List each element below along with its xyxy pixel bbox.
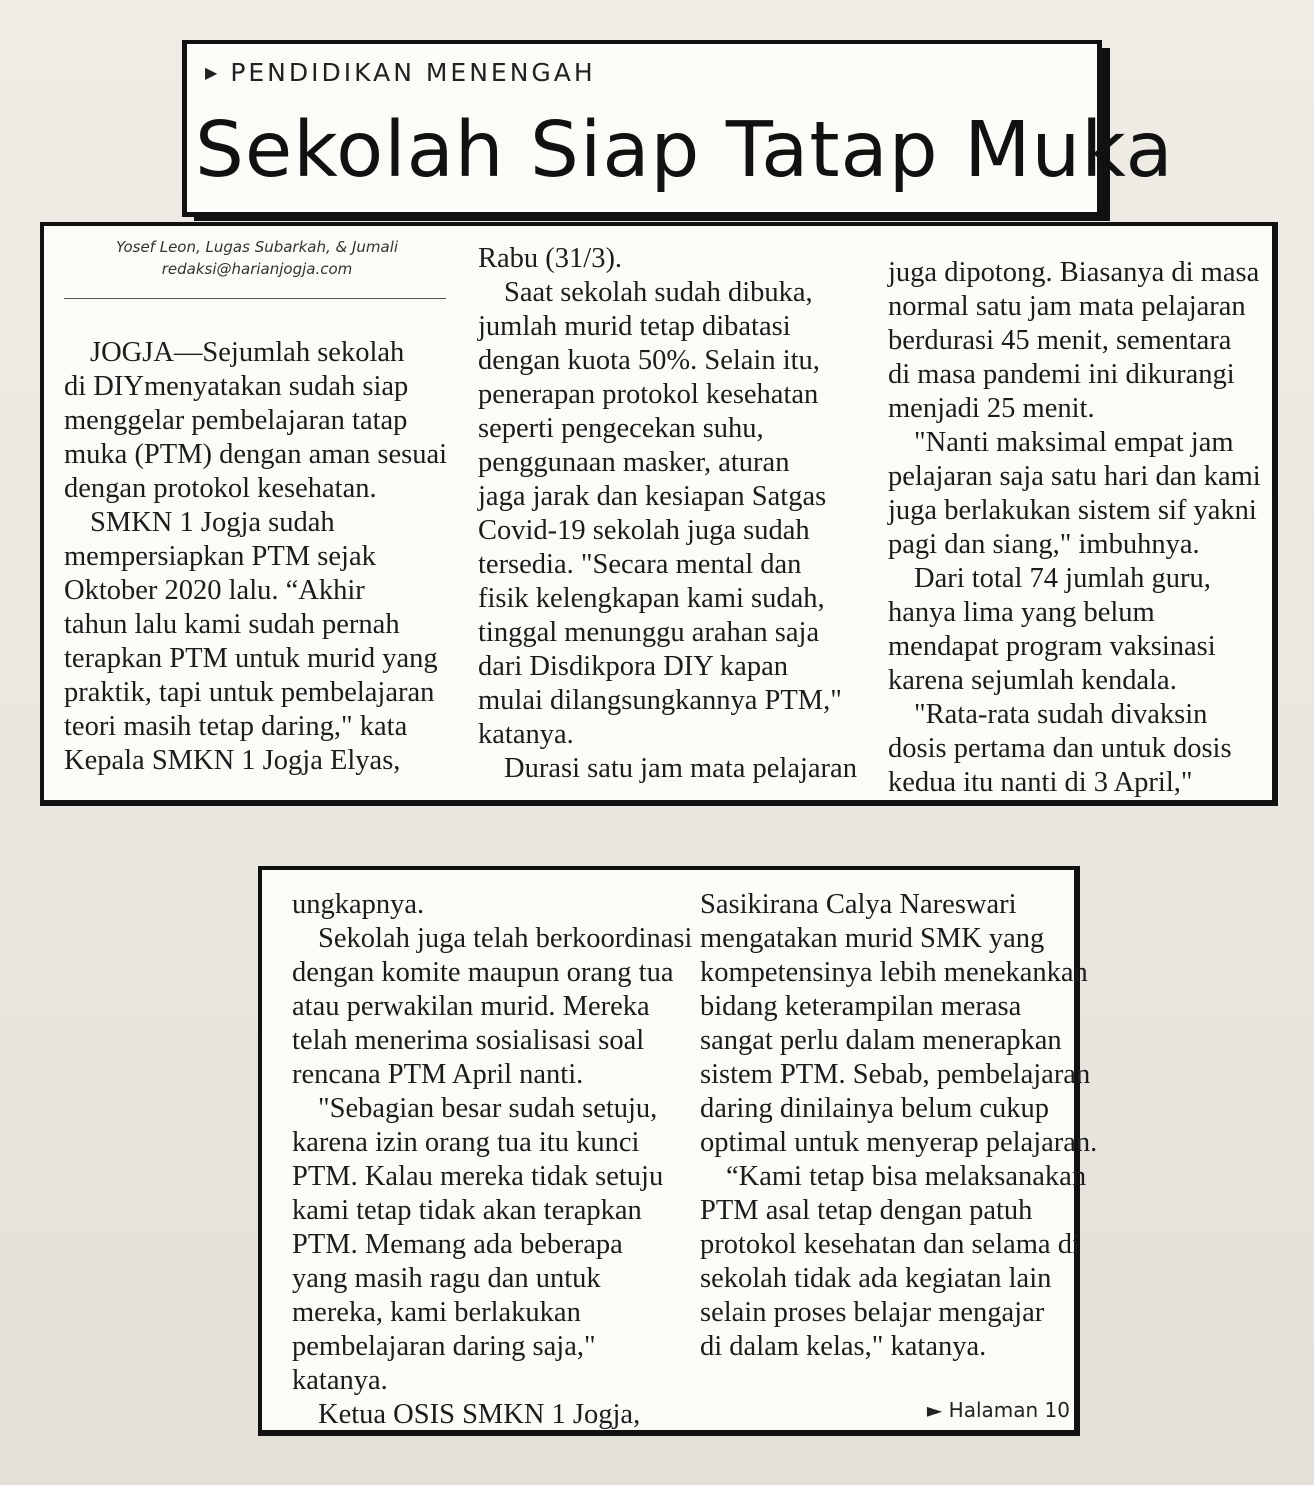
text-line: tahun lalu kami sudah pernah [64, 609, 400, 640]
text-line: atau perwakilan murid. Mereka [292, 991, 650, 1022]
text-line: tinggal menunggu arahan saja [478, 617, 820, 648]
text-line: hanya lima yang belum [888, 597, 1155, 628]
text-line: terapkan PTM untuk murid yang [64, 643, 438, 674]
text-line: "Sebagian besar sudah setuju, [318, 1093, 658, 1124]
text-line: Dari total 74 jumlah guru, [914, 563, 1211, 594]
text-line: normal satu jam mata pelajaran [888, 291, 1246, 322]
text-line: Covid-19 sekolah juga sudah [478, 515, 810, 546]
article-column-1 [64, 336, 448, 778]
text-line: jaga jarak dan kesiapan Satgas [478, 481, 827, 512]
headline-clipping [182, 40, 1174, 217]
text-line: dengan kuota 50%. Selain itu, [478, 345, 820, 376]
text-line: menjadi 25 menit. [888, 393, 1095, 424]
text-line: Durasi satu jam mata pelajaran [504, 753, 857, 784]
text-line: katanya. [292, 1365, 388, 1396]
text-line: SMKN 1 Jogja sudah [90, 507, 335, 538]
text-line: mengatakan murid SMK yang [700, 923, 1045, 954]
text-line: dari Disdikpora DIY kapan [478, 651, 788, 682]
text-line: karena izin orang tua itu kunci [292, 1127, 640, 1158]
text-line: "Nanti maksimal empat jam [914, 427, 1234, 458]
text-line: mereka, kami berlakukan [292, 1297, 581, 1328]
text-line: berdurasi 45 menit, sementara [888, 325, 1232, 356]
article-clipping-1 [40, 222, 1278, 806]
text-line: selain proses belajar mengajar [700, 1297, 1045, 1328]
text-line: menggelar pembelajaran tatap [64, 405, 408, 436]
continued-on-page-link: ► Halaman 10 [926, 1398, 1070, 1422]
article-column-2 [478, 242, 857, 786]
text-line: ungkapnya. [292, 889, 425, 920]
text-line: yang masih ragu dan untuk [292, 1263, 601, 1294]
text-line: juga dipotong. Biasanya di masa [888, 257, 1260, 288]
text-line: sekolah tidak ada kegiatan lain [700, 1263, 1052, 1294]
text-line: dengan komite maupun orang tua [292, 957, 674, 988]
text-line: PTM asal tetap dengan patuh [700, 1195, 1033, 1226]
text-line: kami tetap tidak akan terapkan [292, 1195, 642, 1226]
text-line: kedua itu nanti di 3 April," [888, 767, 1193, 798]
text-line: di DIYmenyatakan sudah siap [64, 371, 409, 402]
text-line: optimal untuk menyerap pelajaran. [700, 1127, 1098, 1158]
text-line: fisik kelengkapan kami sudah, [478, 583, 825, 614]
text-line: Saat sekolah sudah dibuka, [504, 277, 813, 308]
text-line: karena sejumlah kendala. [888, 665, 1177, 696]
text-line: bidang keterampilan merasa [700, 991, 1022, 1022]
text-line: daring dinilainya belum cukup [700, 1093, 1050, 1124]
article-column-3 [888, 256, 1262, 800]
text-line: teori masih tetap daring," kata [64, 711, 408, 742]
text-line: JOGJA—Sejumlah sekolah [90, 337, 405, 368]
text-line: “Kami tetap bisa melaksanakan [726, 1161, 1087, 1192]
text-line: di masa pandemi ini dikurangi [888, 359, 1235, 390]
text-line: dosis pertama dan untuk dosis [888, 733, 1232, 764]
text-line: mulai dilangsungkannya PTM," [478, 685, 842, 716]
text-line: protokol kesehatan dan selama di [700, 1229, 1080, 1260]
text-line: penggunaan masker, aturan [478, 447, 790, 478]
text-line: muka (PTM) dengan aman sesuai [64, 439, 448, 470]
text-line: dengan protokol kesehatan. [64, 473, 377, 504]
text-line: telah menerima sosialisasi soal [292, 1025, 645, 1056]
text-line: kompetensinya lebih menekankan [700, 957, 1088, 988]
text-line: pelajaran saja satu hari dan kami [888, 461, 1261, 492]
text-line: katanya. [478, 719, 574, 750]
text-line: tersedia. "Secara mental dan [478, 549, 802, 580]
triangle-bullet-icon: ▶ [205, 63, 221, 82]
article-clipping-2 [258, 866, 1098, 1436]
byline-divider [64, 298, 446, 299]
article-column-4 [292, 888, 693, 1432]
article-column-5 [700, 888, 1098, 1364]
text-line: penerapan protokol kesehatan [478, 379, 819, 410]
text-line: PTM. Memang ada beberapa [292, 1229, 623, 1260]
headline: Sekolah Siap Tatap Muka [195, 106, 1174, 195]
text-line: seperti pengecekan suhu, [478, 413, 764, 444]
text-line: juga berlakukan sistem sif yakni [888, 495, 1257, 526]
text-line: sistem PTM. Sebab, pembelajaran [700, 1059, 1091, 1090]
byline-email: redaksi@harianjogja.com [161, 260, 353, 278]
section-label-text: PENDIDIKAN MENENGAH [230, 58, 596, 87]
text-line: "Rata-rata sudah divaksin [914, 699, 1208, 730]
text-line: Sasikirana Calya Nareswari [700, 889, 1017, 920]
text-line: praktik, tapi untuk pembelajaran [64, 677, 435, 708]
section-label [205, 58, 596, 87]
text-line: mempersiapkan PTM sejak [64, 541, 376, 572]
text-line: jumlah murid tetap dibatasi [478, 311, 791, 342]
text-line: Rabu (31/3). [478, 243, 623, 274]
text-line: rencana PTM April nanti. [292, 1059, 584, 1090]
text-line: di dalam kelas," katanya. [700, 1331, 987, 1362]
text-line: Sekolah juga telah berkoordinasi [318, 923, 693, 954]
text-line: Ketua OSIS SMKN 1 Jogja, [318, 1399, 641, 1430]
text-line: Oktober 2020 lalu. “Akhir [64, 575, 365, 606]
text-line: pembelajaran daring saja," [292, 1331, 596, 1362]
text-line: pagi dan siang," imbuhnya. [888, 529, 1200, 560]
text-line: Kepala SMKN 1 Jogja Elyas, [64, 745, 401, 776]
byline [72, 236, 442, 280]
text-line: sangat perlu dalam menerapkan [700, 1025, 1062, 1056]
byline-authors: Yosef Leon, Lugas Subarkah, & Jumali [115, 238, 399, 256]
text-line: PTM. Kalau mereka tidak setuju [292, 1161, 664, 1192]
text-line: mendapat program vaksinasi [888, 631, 1216, 662]
